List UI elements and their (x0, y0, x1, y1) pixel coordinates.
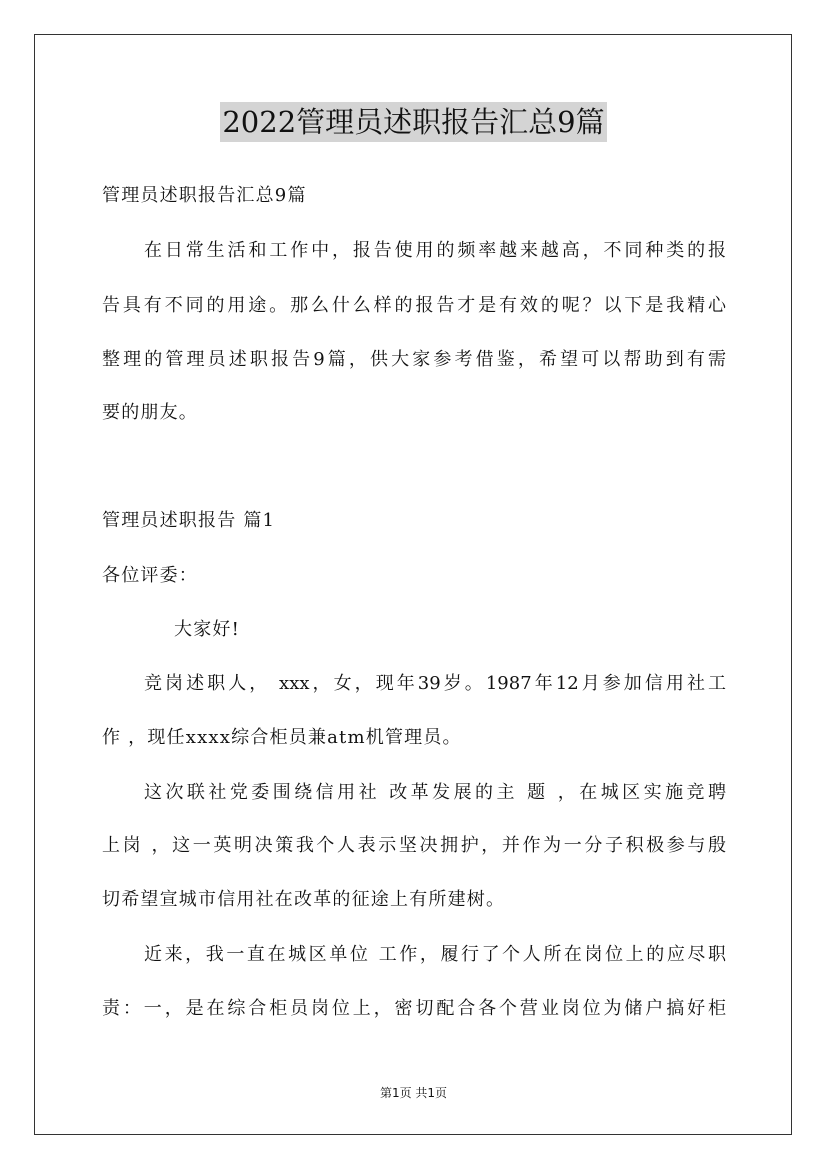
section-heading: 管理员述职报告 篇1 (102, 510, 276, 531)
paragraph-line: 上岗 ，这一英明决策我个人表示坚决拥护，并作为一分子积极参与殷 (102, 835, 726, 856)
page-footer: 第1页 共1页 (379, 1086, 448, 1100)
paragraph-line: 要的朋友。 (102, 402, 198, 423)
title-container (0, 102, 827, 142)
paragraph-line: 责：一，是在综合柜员岗位上，密切配合各个营业岗位为储户搞好柜 (102, 998, 726, 1019)
paragraph-line: 告具有不同的用途。那么什么样的报告才是有效的呢？以下是我精心 (102, 295, 726, 316)
subtitle-line: 管理员述职报告汇总9篇 (102, 185, 307, 206)
paragraph-line: 切希望宣城市信用社在改革的征途上有所建树。 (102, 889, 506, 910)
paragraph-line: 竞岗述职人， xxx，女，现年39岁。1987年12月参加信用社工 (144, 673, 726, 694)
paragraph-line: 这次联社党委围绕信用社 改革发展的主 题 ，在城区实施竞聘 (144, 782, 726, 803)
document-title: 2022管理员述职报告汇总9篇 (220, 102, 606, 142)
paragraph-line: 整理的管理员述职报告9篇，供大家参考借鉴，希望可以帮助到有需 (102, 349, 726, 370)
greeting: 大家好! (174, 619, 241, 640)
paragraph-line: 作 ，现任xxxx综合柜员兼atm机管理员。 (102, 727, 462, 748)
salutation: 各位评委： (102, 565, 198, 586)
paragraph-line: 在日常生活和工作中，报告使用的频率越来越高，不同种类的报 (144, 240, 726, 261)
paragraph-line: 近来，我一直在城区单位 工作，履行了个人所在岗位上的应尽职 (144, 944, 726, 965)
